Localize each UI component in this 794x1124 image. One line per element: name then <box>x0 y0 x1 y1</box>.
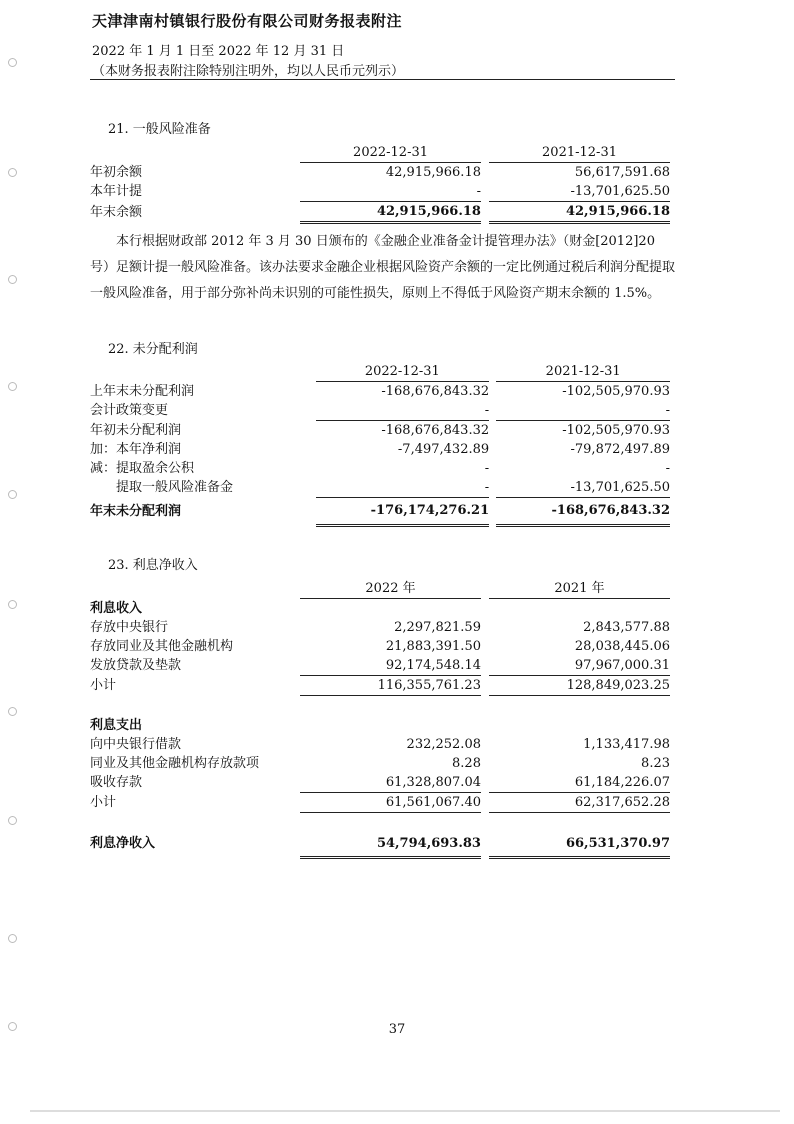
table-row: 发放贷款及垫款 92,174,548.14 97,967,000.31 <box>90 656 670 676</box>
col-2022: 2022 年 <box>300 579 481 599</box>
report-title: 天津津南村镇银行股份有限公司财务报表附注 <box>92 12 403 30</box>
table-row: 上年末未分配利润 -168,676,843.32 -102,505,970.93 <box>90 384 670 399</box>
section-23-title: 23. 利息净收入 <box>108 558 198 573</box>
table-row-total: 年末余额 42,915,966.18 42,915,966.18 <box>90 202 670 223</box>
col-2021: 2021-12-31 <box>489 143 670 163</box>
table-row: 向中央银行借款 232,252.08 1,133,417.98 <box>90 736 670 752</box>
col-2021: 2021 年 <box>489 579 670 599</box>
binder-hole <box>8 490 17 499</box>
table-row-total: 年末未分配利润 -176,174,276.21 -168,676,843.32 <box>90 498 670 526</box>
general-risk-reserve-table <box>90 143 670 224</box>
net-interest-income-table <box>90 579 670 859</box>
table-row-total: 利息净收入 54,794,693.83 66,531,370.97 <box>90 832 670 858</box>
table-row: 同业及其他金融机构存放款项 8.28 8.23 <box>90 755 670 771</box>
table-row: 年初未分配利润 -168,676,843.32 -102,505,970.93 <box>90 422 670 438</box>
table-row-subtotal: 小计 61,561,067.40 62,317,652.28 <box>90 792 670 812</box>
table-row: 减：提取盈余公积 - - <box>90 461 670 476</box>
col-2022: 2022-12-31 <box>316 362 490 382</box>
table-row: 存放同业及其他金融机构 21,883,391.50 28,038,445.06 <box>90 639 670 654</box>
binder-hole <box>8 58 17 67</box>
binder-hole <box>8 934 17 943</box>
section-22-title: 22. 未分配利润 <box>108 342 198 357</box>
undistributed-profit-table <box>90 362 670 527</box>
col-2022: 2022-12-31 <box>300 143 481 163</box>
binder-hole <box>8 275 17 284</box>
table-row: 本年计提 - -13,701,625.50 <box>90 182 670 202</box>
table-row-subtotal: 小计 116,355,761.23 128,849,023.25 <box>90 676 670 696</box>
table-row: 提取一般风险准备金 - -13,701,625.50 <box>90 478 670 498</box>
binder-hole <box>8 707 17 716</box>
table-row: 吸收存款 61,328,807.04 61,184,226.07 <box>90 773 670 793</box>
binder-hole <box>8 168 17 177</box>
risk-reserve-paragraph: 本行根据财政部 2012 年 3 月 30 日颁布的《金融企业准备金计提管理办法》（财金[2012]20 号）足额计提一般风险准备。该办法要求金融企业根据风险资产余额的一定比例通过税后利润分配提取一般风险准备，用于部分弥补尚未识别的可能性损失，原则上不得低于风险资产期末余额的 1.5%。 <box>90 234 676 301</box>
report-note: （本财务报表附注除特别注明外，均以人民币元列示） <box>92 64 405 79</box>
table-row: 存放中央银行 2,297,821.59 2,843,577.88 <box>90 620 670 635</box>
binder-hole <box>8 816 17 825</box>
col-2021: 2021-12-31 <box>496 362 670 382</box>
report-period: 2022 年 1 月 1 日至 2022 年 12 月 31 日 <box>92 44 345 59</box>
page-edge <box>30 1110 780 1112</box>
table-row: 加：本年净利润 -7,497,432.89 -79,872,497.89 <box>90 442 670 457</box>
group-heading: 利息支出 <box>90 717 143 733</box>
header-rule <box>90 79 675 80</box>
group-heading: 利息收入 <box>90 601 143 616</box>
binder-hole <box>8 382 17 391</box>
binder-hole <box>8 600 17 609</box>
table-row: 年初余额 42,915,966.18 56,617,591.68 <box>90 165 670 180</box>
section-21-title: 21. 一般风险准备 <box>108 122 211 137</box>
page-number: 37 <box>388 1022 406 1037</box>
table-row: 会计政策变更 - - <box>90 401 670 421</box>
